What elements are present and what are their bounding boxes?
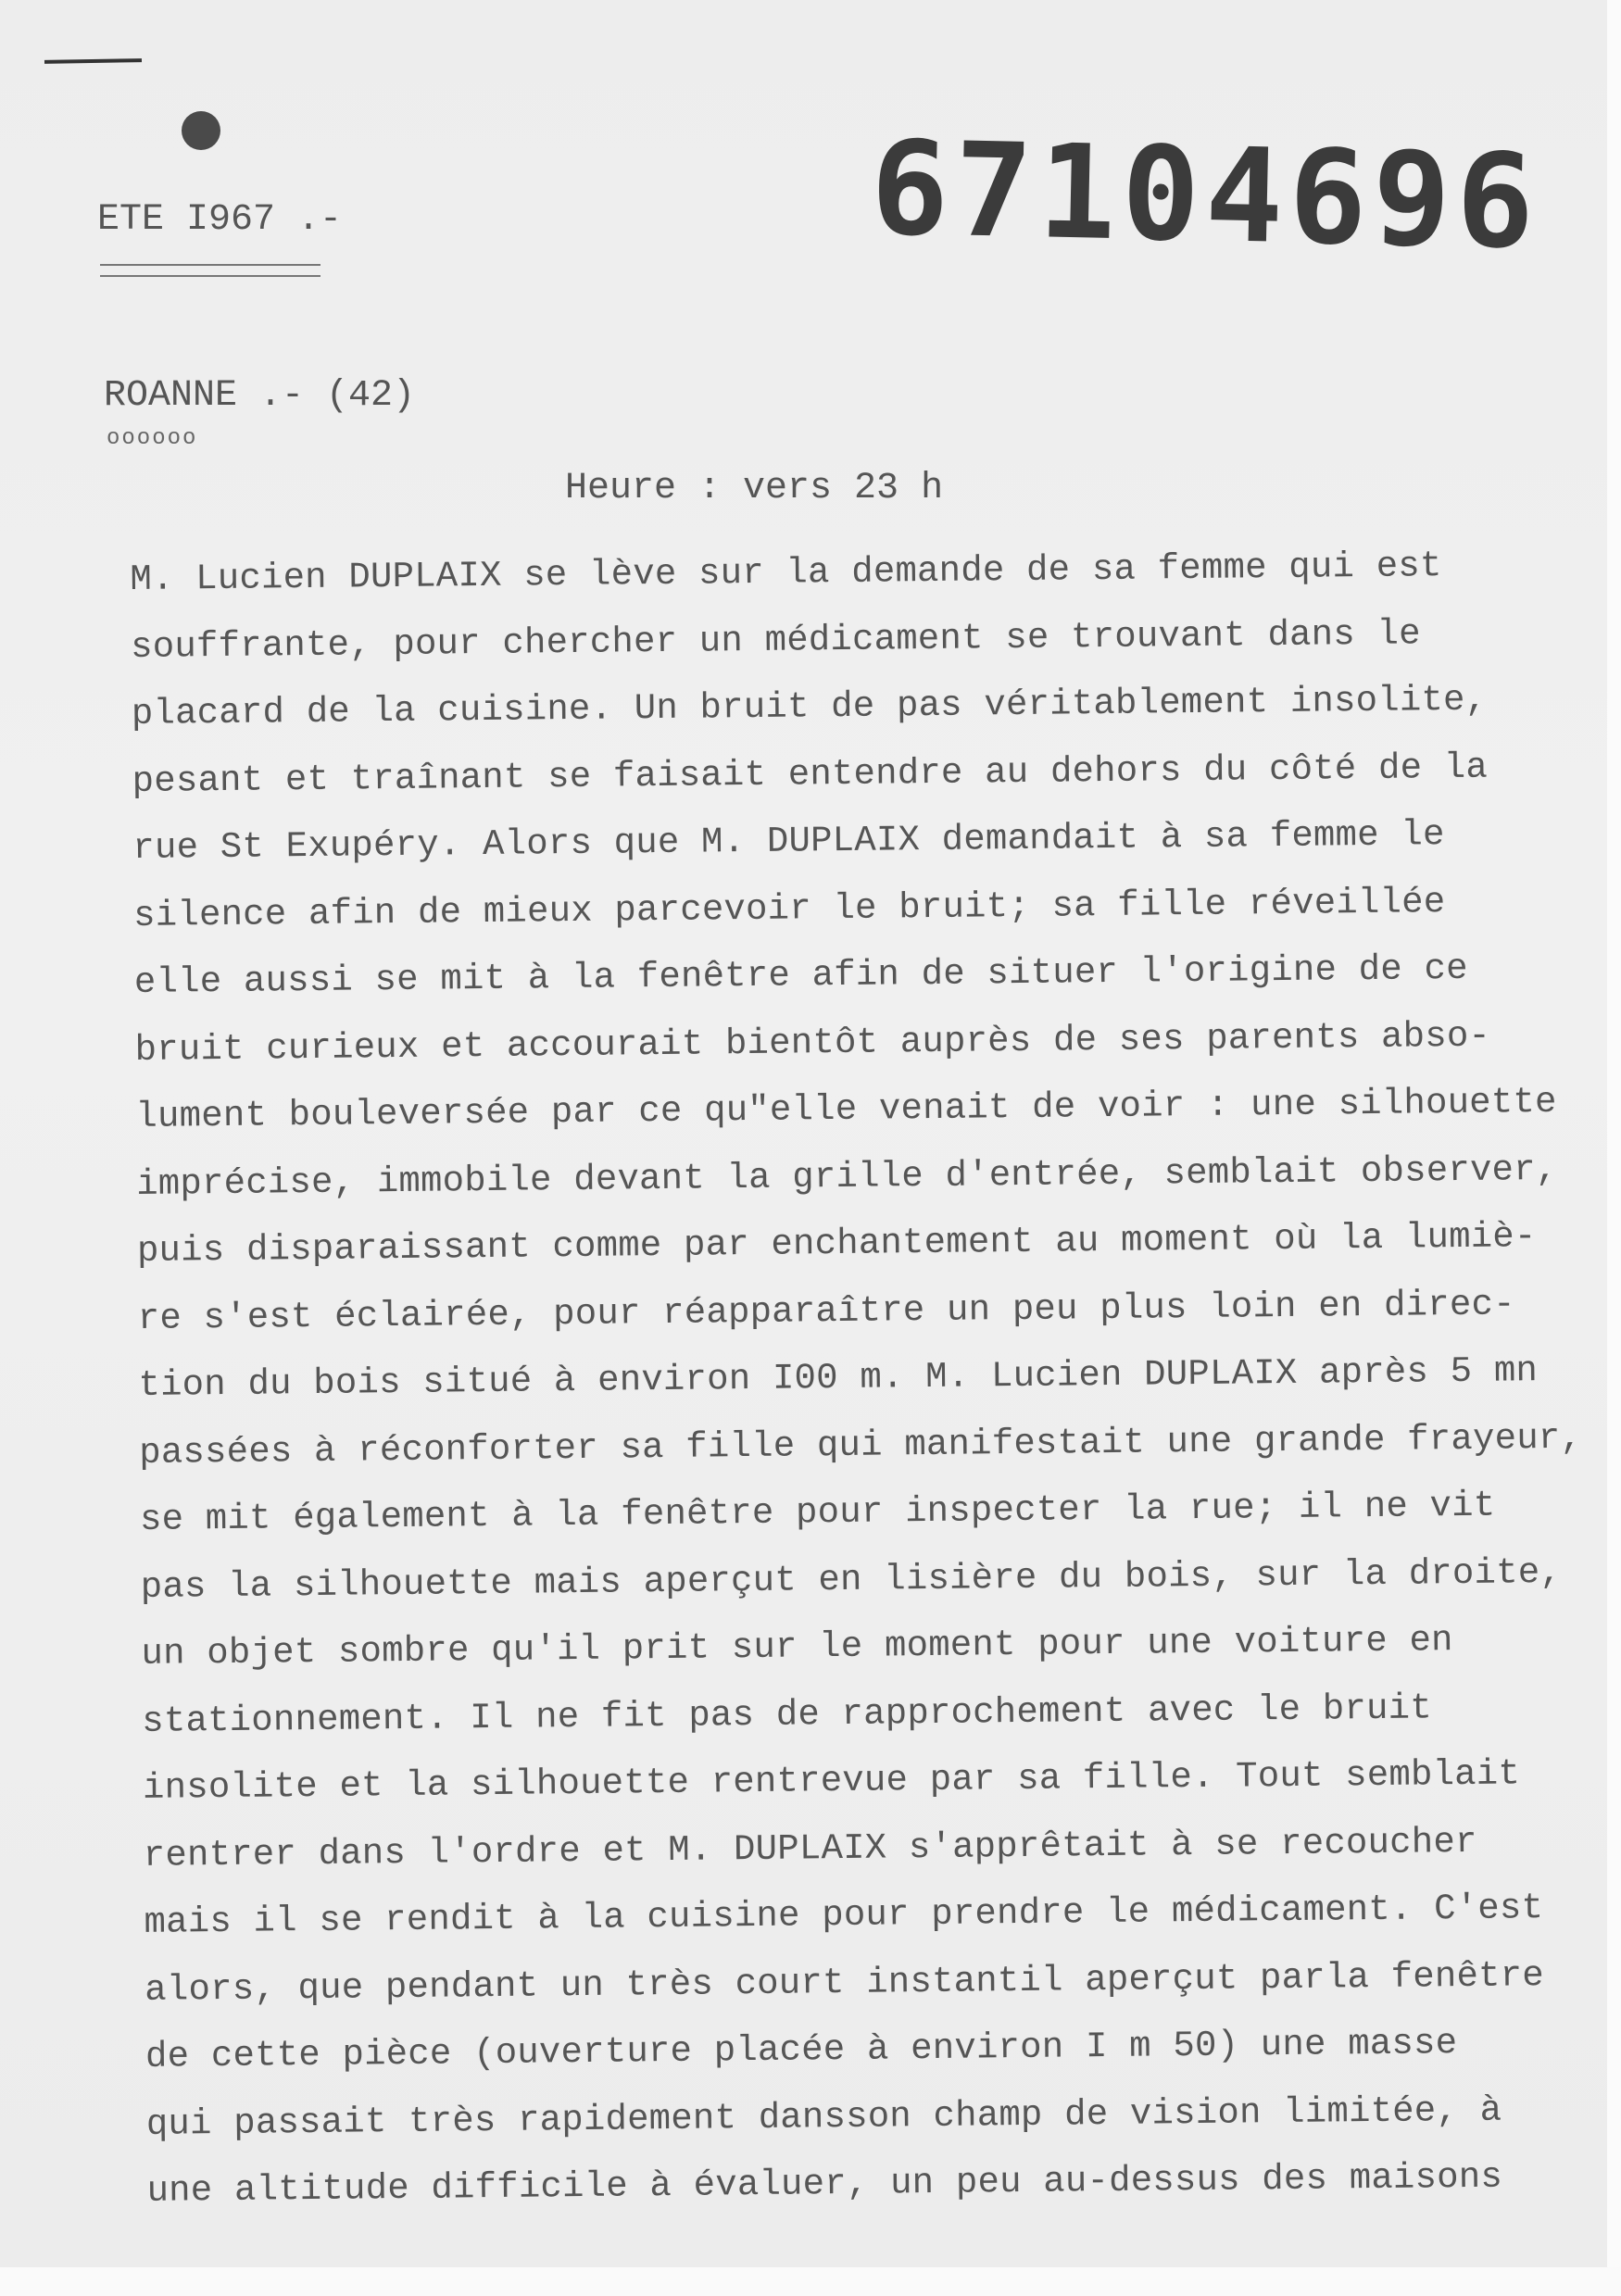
text-line: un objet sombre qu'il prit sur le moment pour une voiture en <box>141 1620 1453 1675</box>
scan-edge-bottom <box>0 2267 1621 2296</box>
hour-line: Heure : vers 23 h <box>565 468 944 509</box>
location-heading: ROANNE .- (42) <box>104 375 416 417</box>
document-number: 67104696 <box>869 113 1541 279</box>
text-line: mais il se rendit à la cuisine pour prendre le médicament. C'est <box>144 1888 1544 1943</box>
text-line: souffrante, pour chercher un médicament se trouvant dans le <box>130 612 1421 668</box>
text-line: passées à réconforter sa fille qui manifestait une grande frayeur, <box>139 1417 1583 1474</box>
text-line: placard de la cuisine. Un bruit de pas véritablement insolite, <box>131 679 1488 734</box>
text-line: M. Lucien DUPLAIX se lève sur la demande de sa femme qui est <box>130 546 1442 600</box>
punch-hole <box>182 111 220 150</box>
top-rule <box>44 58 142 64</box>
text-line: de cette pièce (ouverture placée à environ I m 50) une masse <box>145 2023 1458 2077</box>
scan-edge-right <box>1607 0 1621 2296</box>
text-line: pas la silhouette mais aperçut en lisière du bois, sur la droite, <box>140 1551 1563 1608</box>
season-heading: ETE I967 .- <box>97 199 343 241</box>
text-line: une altitude difficile à évaluer, un peu au-dessus des maisons <box>146 2156 1503 2212</box>
text-line: bruit curieux et accourait bientôt auprès de ses parents abso- <box>134 1015 1491 1071</box>
text-line: stationnement. Il ne fit pas de rapprochement avec le bruit <box>142 1687 1433 1742</box>
text-line: silence afin de mieux parcevoir le bruit; sa fille réveillée <box>132 881 1446 936</box>
text-line: rentrer dans l'ordre et M. DUPLAIX s'apprêtait à se recoucher <box>143 1821 1477 1876</box>
text-line: imprécise, immobile devant la grille d'entrée, semblait observer, <box>135 1148 1558 1205</box>
text-line: se mit également à la fenêtre pour inspecter la rue; il ne vit <box>139 1485 1496 1540</box>
report-body <box>130 532 1592 2226</box>
season-underline <box>100 264 320 277</box>
text-line: alors, que pendant un très court instantil aperçut parla fenêtre <box>145 1954 1545 2011</box>
text-line: re s'est éclairée, pour réapparaître un peu plus loin en direc- <box>137 1283 1515 1339</box>
text-line: elle aussi se mit à la fenêtre afin de situer l'origine de ce <box>133 947 1468 1003</box>
text-line: qui passait très rapidement dansson champ de vision limitée, à <box>145 2089 1502 2145</box>
text-line: tion du bois situé à environ I00 m. M. Lucien DUPLAIX après 5 mn <box>138 1350 1539 1406</box>
text-line: lument bouleversée par ce qu"elle venait de voir : une silhouette <box>135 1081 1557 1137</box>
text-line: pesant et traînant se faisait entendre au dehors du côté de la <box>132 747 1489 802</box>
text-line: insolite et la silhouette rentrevue par sa fille. Tout semblait <box>142 1753 1521 1809</box>
text-line: rue St Exupéry. Alors que M. DUPLAIX demandait à sa femme le <box>132 814 1445 869</box>
location-underline-marks: oooooo <box>107 426 198 451</box>
text-line: puis disparaissant comme par enchantement au moment où la lumiè- <box>136 1216 1537 1272</box>
